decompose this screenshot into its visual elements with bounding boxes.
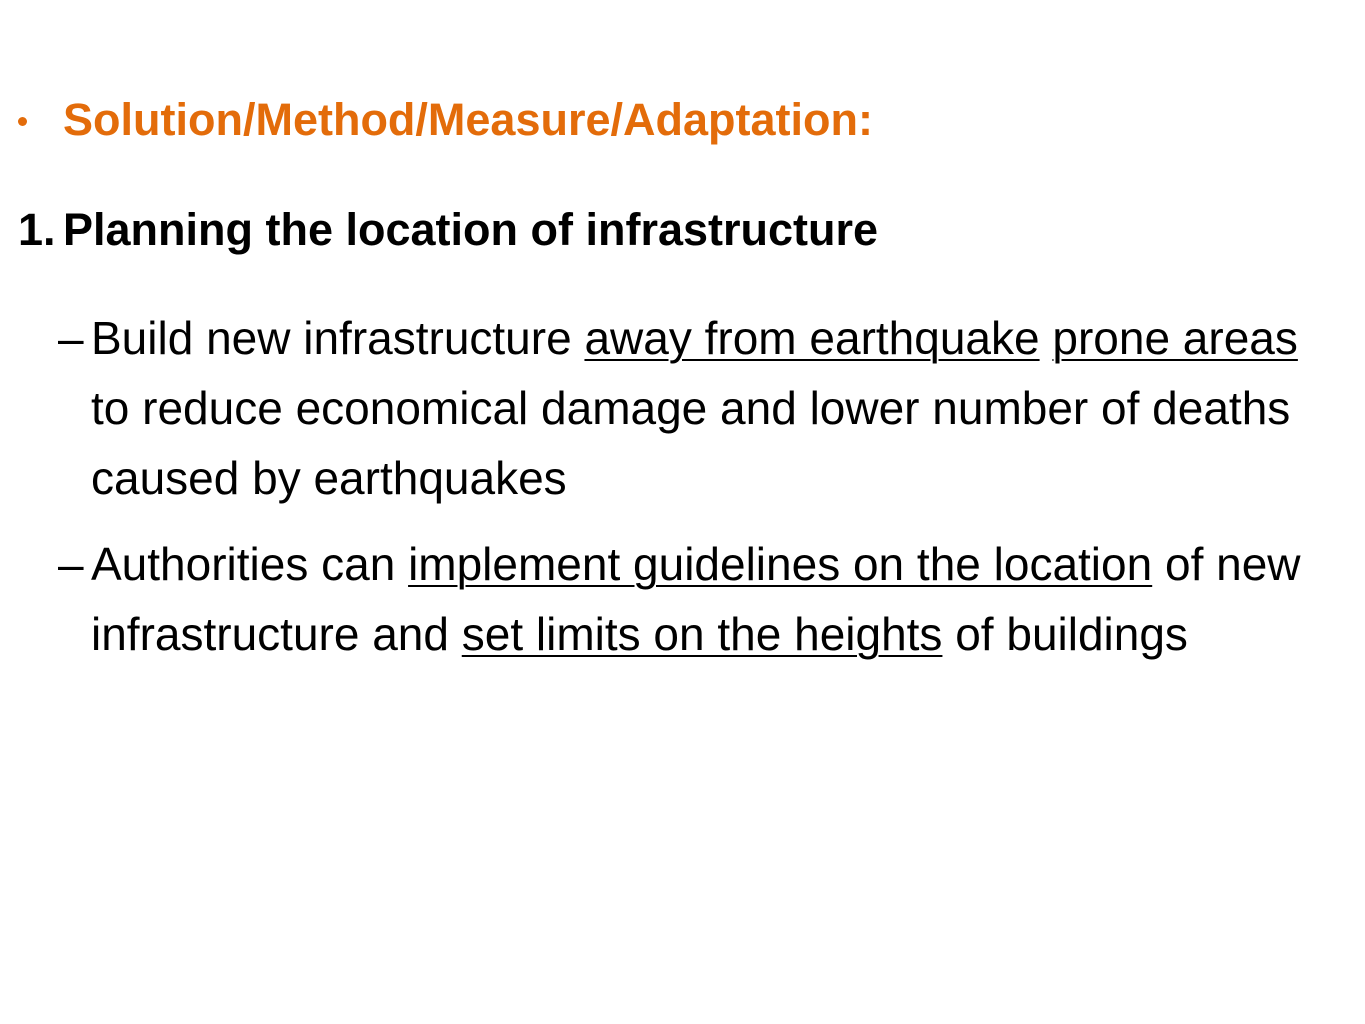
underlined-segment: away from earthquake	[584, 312, 1040, 364]
numbered-item	[18, 200, 878, 260]
text-segment: Build new infrastructure	[91, 312, 585, 364]
sub-item-text	[91, 303, 1348, 513]
sub-item-guidelines	[58, 529, 1348, 669]
sub-item-text	[91, 529, 1348, 669]
slide-heading: Solution/Method/Measure/Adaptation:	[63, 94, 873, 145]
text-segment	[1040, 312, 1053, 364]
heading-row	[18, 90, 873, 150]
item-title: Planning the location of infrastructure	[63, 204, 879, 255]
bullet-icon	[18, 117, 27, 126]
text-segment: to reduce economical damage and lower number of deaths caused by earthquakes	[91, 382, 1291, 504]
underlined-segment: prone areas	[1052, 312, 1298, 364]
sub-item-location	[58, 303, 1348, 513]
item-number: 1.	[18, 204, 56, 255]
text-segment: Authorities can	[91, 538, 409, 590]
text-segment: of new infrastructure and	[91, 538, 1301, 660]
dash-icon: –	[58, 538, 84, 590]
text-segment: of buildings	[942, 608, 1188, 660]
dash-icon: –	[58, 312, 84, 364]
underlined-segment: set limits on the heights	[461, 608, 943, 660]
underlined-segment: implement guidelines on the location	[408, 538, 1153, 590]
